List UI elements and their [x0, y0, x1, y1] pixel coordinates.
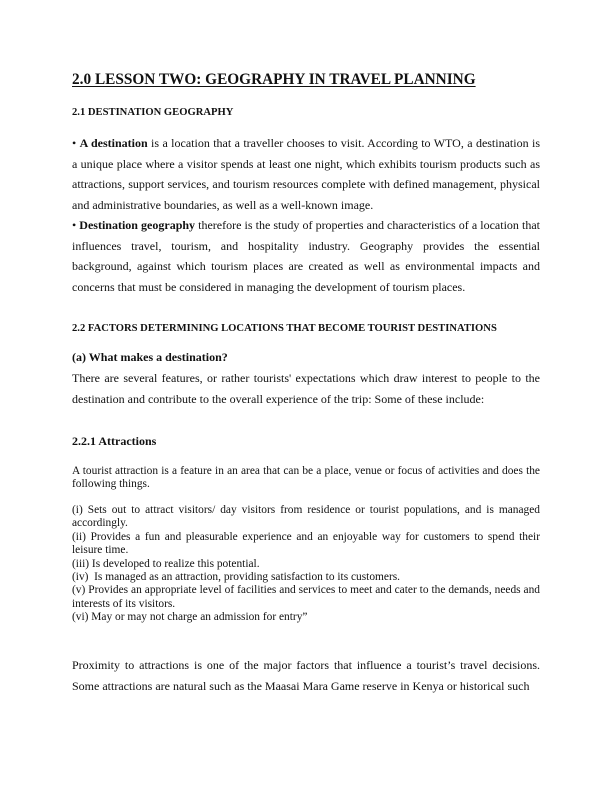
- paragraph-proximity-attractions: Proximity to attractions is one of the major factors that influence a tourist’s travel decisions. Some attractions are natural such as the Maasai Mara Game reserve in Kenya or historical such: [72, 658, 540, 693]
- list-item: (iv) Is managed as an attraction, providing satisfaction to its customers.: [72, 571, 401, 584]
- section-heading-2-2: 2.2 FACTORS DETERMINING LOCATIONS THAT BECOME TOURIST DESTINATIONS: [72, 323, 497, 334]
- term-destination: A destination: [79, 136, 148, 150]
- lesson-title: 2.0 LESSON TWO: GEOGRAPHY IN TRAVEL PLANNING: [72, 71, 476, 88]
- term-destination-geography: Destination geography: [79, 218, 196, 232]
- list-item: (iii) Is developed to realize this potential.: [72, 557, 260, 570]
- bullet-icon: •: [72, 136, 77, 150]
- list-item: (ii) Provides a fun and pleasurable experience and an enjoyable way for customers to spend their leisure time.: [72, 530, 540, 557]
- section-heading-2-2-1: 2.2.1 Attractions: [72, 434, 157, 448]
- bullet-text: is a location that a traveller chooses to visit. According to WTO, a destination is a unique place where a visitor spends at least one night, which exhibits tourism products such as attractions, support services, and tourism resources complete with defined management, physical and administrative boundaries, as well as a well-known image.: [72, 136, 540, 212]
- bullet-text: therefore is the study of properties and characteristics of a location that influences travel, tourism, and hospitality industry. Geography provides the essential background, against which tourism places are created as well as environmental impacts and concerns that must be considered in managing the development of tourism places.: [72, 218, 541, 294]
- attraction-criteria-list: [72, 504, 540, 625]
- bullet-destination-geography: [72, 215, 540, 297]
- list-item: (i) Sets out to attract visitors/ day visitors from residence or tourist populations, and is managed accordingly.: [72, 504, 540, 530]
- list-item: (v) Provides an appropriate level of facilities and services to meet and cater to the demands, needs and interests of its visitors.: [72, 584, 540, 610]
- list-item: (vi) May or may not charge an admission for entry”: [72, 611, 308, 624]
- subheading-what-makes-destination: (a) What makes a destination?: [72, 350, 228, 364]
- section-heading-2-1: 2.1 DESTINATION GEOGRAPHY: [72, 107, 234, 118]
- bullet-destination-definition: [72, 133, 540, 215]
- bullet-icon: •: [72, 218, 77, 232]
- paragraph-destination-features: There are several features, or rather tourists' expectations which draw interest to people to the destination and contribute to the overall experience of the trip: Some of these include:: [72, 371, 540, 406]
- paragraph-attraction-definition: A tourist attraction is a feature in an area that can be a place, venue or focus of activities and does the following things.: [72, 465, 540, 491]
